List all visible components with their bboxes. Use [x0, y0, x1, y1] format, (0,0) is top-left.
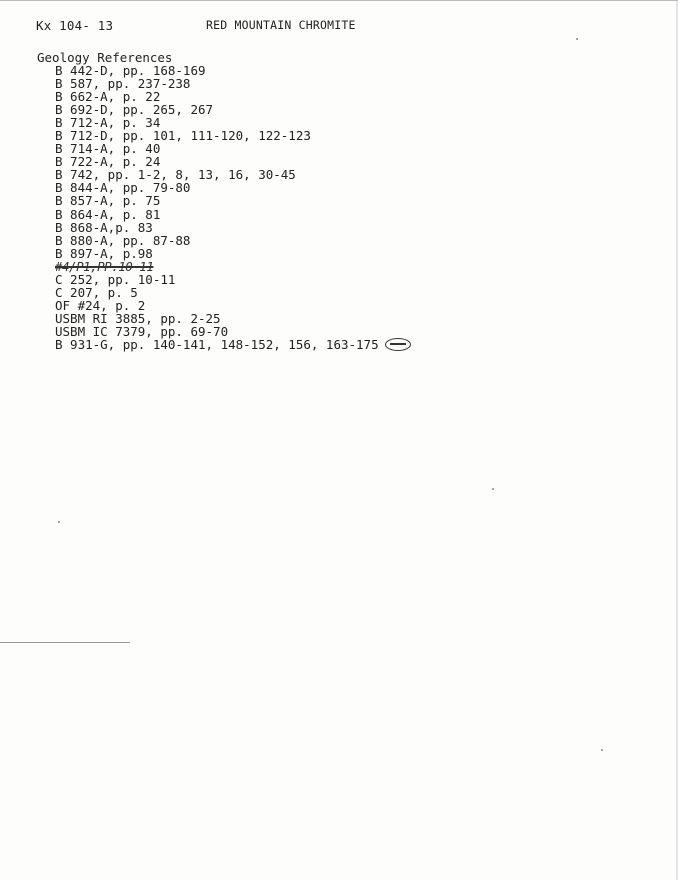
- struck-out-entry: [55, 260, 411, 273]
- file-code: Kx 104- 13: [36, 18, 114, 33]
- reference-item: B 868-A,p. 83: [55, 219, 153, 235]
- margin-rule: [0, 642, 130, 643]
- section-heading: Geology References: [37, 50, 173, 65]
- reference-item: USBM RI 3885, pp. 2-25: [55, 310, 221, 326]
- page-header: [36, 18, 658, 38]
- reference-item: C 207, p. 5: [55, 284, 138, 300]
- reference-item: B 880-A, pp. 87-88: [55, 232, 191, 248]
- scan-speck: [601, 749, 603, 751]
- reference-item: B 742, pp. 1-2, 8, 13, 16, 30-45: [55, 167, 296, 183]
- reference-list: [55, 64, 411, 351]
- reference-item: B 722-A, p. 24: [55, 154, 161, 170]
- page-title: RED MOUNTAIN CHROMITE: [206, 18, 356, 32]
- scan-speck: [58, 521, 60, 523]
- reference-item: B 864-A, p. 81: [55, 206, 161, 222]
- scan-speck: [492, 488, 494, 490]
- reference-item: OF #24, p. 2: [55, 297, 146, 313]
- reference-item-last: [55, 338, 411, 351]
- reference-item: B 712-D, pp. 101, 111-120, 122-123: [55, 128, 311, 144]
- stamp-icon: [385, 338, 411, 351]
- reference-item: B 662-A, p. 22: [55, 89, 161, 105]
- reference-text: B 931-G, pp. 140-141, 148-152, 156, 163-175: [55, 336, 379, 352]
- reference-item: B 857-A, p. 75: [55, 193, 161, 209]
- reference-item: B 442-D, pp. 168-169: [55, 63, 206, 78]
- reference-item: B 897-A, p.98: [55, 245, 153, 261]
- struck-out-text: #4/P1,PP.10-11: [55, 258, 154, 274]
- reference-item: C 252, pp. 10-11: [55, 271, 176, 287]
- reference-item: USBM IC 7379, pp. 69-70: [55, 323, 229, 339]
- reference-item: B 714-A, p. 40: [55, 141, 161, 157]
- reference-item: B 712-A, p. 34: [55, 115, 161, 131]
- reference-item: B 844-A, pp. 79-80: [55, 180, 191, 196]
- scan-speck: [576, 38, 578, 40]
- reference-item: B 692-D, pp. 265, 267: [55, 102, 214, 118]
- reference-item: B 587, pp. 237-238: [55, 76, 191, 92]
